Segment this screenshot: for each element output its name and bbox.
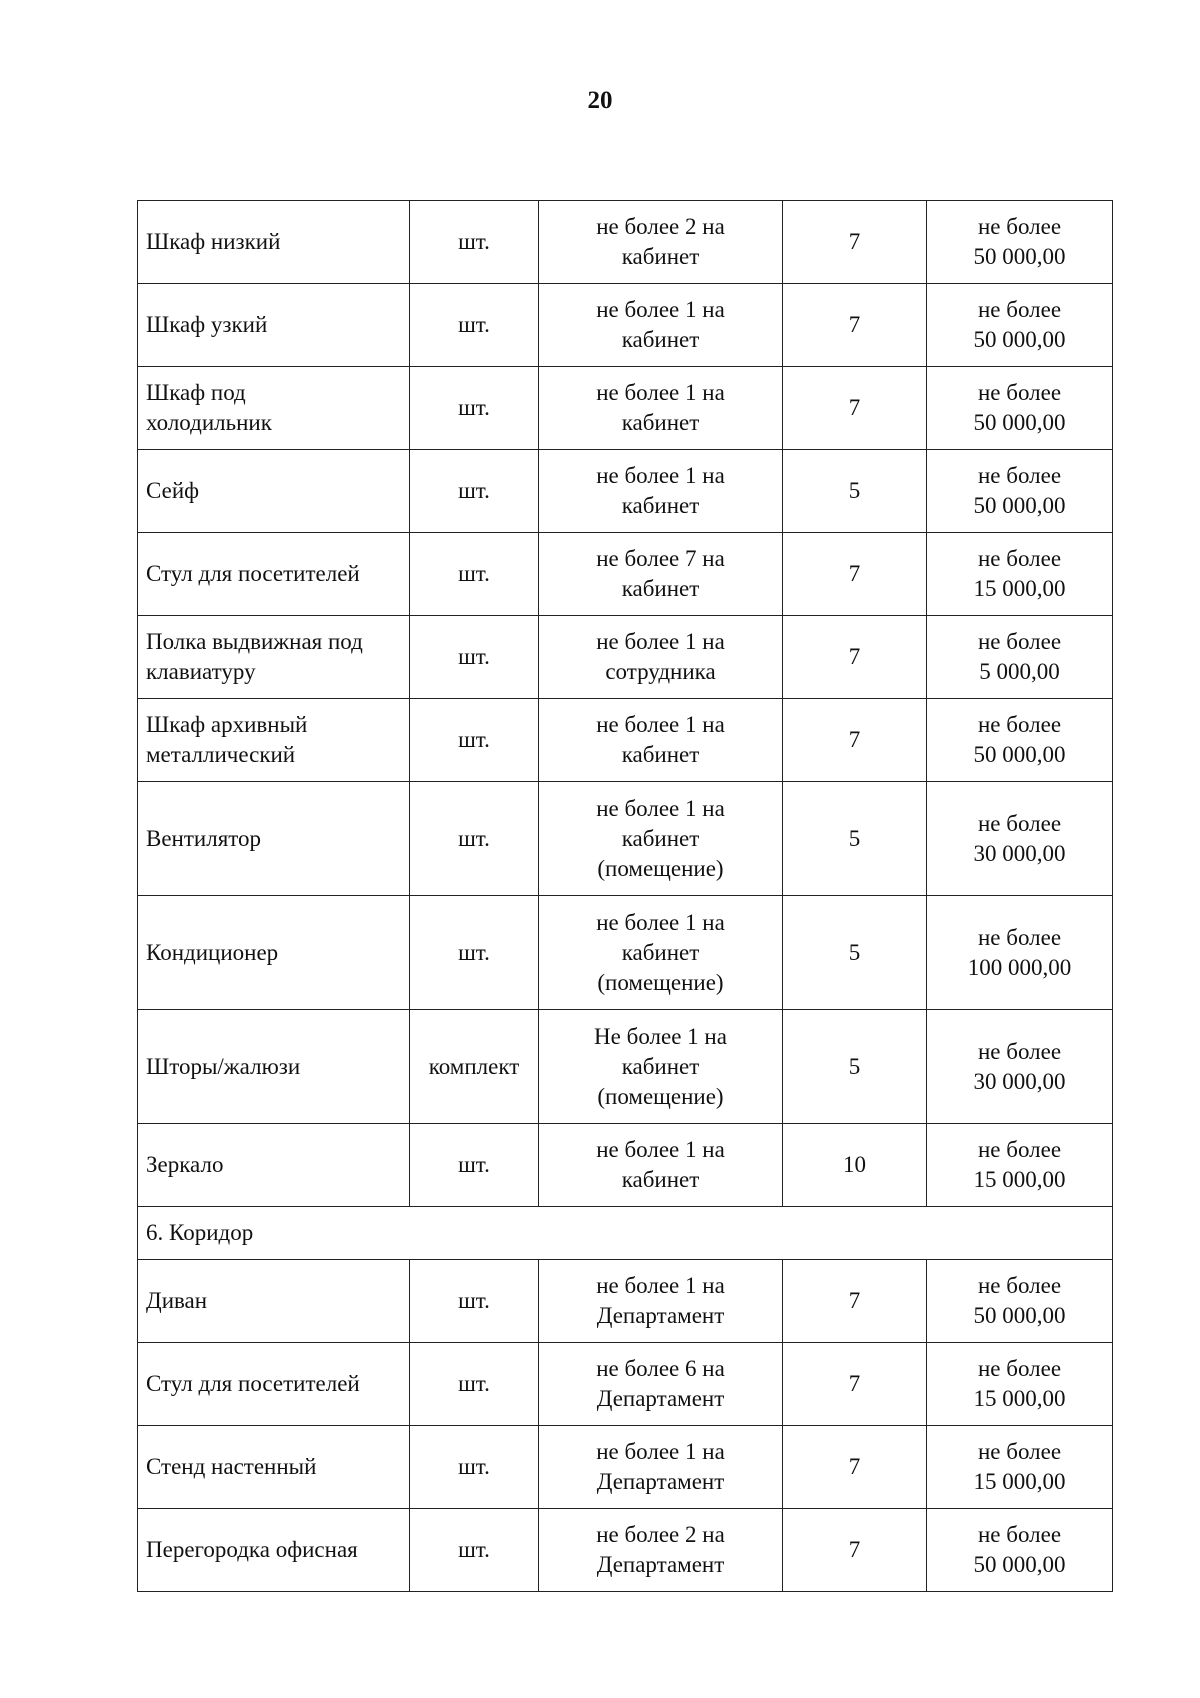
price-cell (927, 1426, 1113, 1509)
item-name-cell (138, 367, 410, 450)
quantity-cell-text: не более 2 на кабинет (596, 214, 725, 269)
item-name-cell-text: Диван (146, 1288, 208, 1313)
quantity-cell (539, 1509, 783, 1592)
service-years-cell-text: 7 (848, 312, 861, 337)
unit-cell (410, 367, 539, 450)
price-cell-text: не более 50 000,00 (973, 1273, 1066, 1328)
item-name-cell-text: Шкаф под холодильник (146, 380, 272, 435)
quantity-cell (539, 699, 783, 782)
quantity-cell-text: не более 1 на кабинет (596, 463, 725, 518)
unit-cell (410, 616, 539, 699)
unit-cell (410, 896, 539, 1010)
price-cell-text: не более 5 000,00 (977, 629, 1062, 684)
quantity-cell (539, 1260, 783, 1343)
item-name-cell (138, 284, 410, 367)
service-years-cell (783, 896, 927, 1010)
item-name-cell-text: Шторы/жалюзи (146, 1053, 301, 1079)
unit-cell (410, 533, 539, 616)
unit-cell-text: шт. (458, 395, 490, 420)
price-cell-text: не более 15 000,00 (973, 1137, 1066, 1192)
service-years-cell (783, 1426, 927, 1509)
price-cell-text: не более 50 000,00 (973, 214, 1066, 269)
quantity-cell-text: не более 7 на кабинет (596, 546, 725, 601)
quantity-cell-text: не более 1 на сотрудника (596, 629, 725, 684)
item-name-cell (138, 896, 410, 1010)
price-cell (927, 896, 1113, 1010)
service-years-cell-text: 7 (848, 727, 861, 752)
service-years-cell (783, 782, 927, 896)
unit-cell-text: шт. (458, 312, 490, 337)
table-row (138, 533, 1113, 616)
table-row (138, 1509, 1113, 1592)
unit-cell (410, 201, 539, 284)
quantity-cell (539, 1124, 783, 1207)
quantity-cell (539, 1343, 783, 1426)
item-name-cell-text: Шкаф архивный металлический (146, 712, 308, 767)
table-row (138, 1426, 1113, 1509)
quantity-cell-text: не более 1 на кабинет (596, 1137, 725, 1192)
unit-cell (410, 1260, 539, 1343)
unit-cell (410, 782, 539, 896)
table-row (138, 284, 1113, 367)
service-years-cell-text: 10 (843, 1152, 866, 1177)
quantity-cell (539, 367, 783, 450)
price-cell (927, 450, 1113, 533)
unit-cell (410, 450, 539, 533)
unit-cell-text: шт. (458, 1537, 490, 1562)
unit-cell-text: шт. (458, 727, 490, 752)
table-row (138, 1343, 1113, 1426)
service-years-cell-text: 7 (848, 1537, 861, 1562)
item-name-cell (138, 533, 410, 616)
quantity-cell (539, 450, 783, 533)
item-name-cell (138, 1124, 410, 1207)
quantity-cell-text: не более 1 на кабинет (помещение) (596, 909, 725, 995)
service-years-cell (783, 450, 927, 533)
unit-cell (410, 284, 539, 367)
service-years-cell-text: 7 (848, 395, 861, 420)
price-cell-text: не более 15 000,00 (973, 1356, 1066, 1411)
item-name-cell (138, 1343, 410, 1426)
item-name-cell (138, 616, 410, 699)
item-name-cell (138, 450, 410, 533)
service-years-cell-text: 7 (848, 561, 861, 586)
quantity-cell (539, 1426, 783, 1509)
service-years-cell-text: 5 (848, 478, 861, 503)
service-years-cell (783, 533, 927, 616)
quantity-cell-text: Не более 1 на кабинет (помещение) (594, 1023, 727, 1109)
price-cell (927, 616, 1113, 699)
service-years-cell (783, 616, 927, 699)
item-name-cell-text: Стенд настенный (146, 1454, 317, 1479)
price-cell (927, 699, 1113, 782)
quantity-cell-text: не более 1 на кабинет (596, 712, 725, 767)
service-years-cell-text: 7 (848, 229, 861, 254)
item-name-cell-text: Сейф (146, 478, 200, 503)
item-name-cell (138, 1426, 410, 1509)
quantity-cell-text: не более 1 на кабинет (помещение) (596, 795, 725, 881)
table-row (138, 699, 1113, 782)
service-years-cell-text: 7 (848, 1454, 861, 1479)
price-cell (927, 1010, 1113, 1124)
item-name-cell-text: Кондиционер (146, 939, 279, 965)
price-cell-text: не более 15 000,00 (973, 1439, 1066, 1494)
item-name-cell-text: Вентилятор (146, 825, 262, 851)
table-row (138, 782, 1113, 896)
price-cell (927, 1343, 1113, 1426)
unit-cell-text: шт. (458, 1371, 490, 1396)
table-body (138, 201, 1113, 1592)
service-years-cell (783, 201, 927, 284)
price-cell-text: не более 50 000,00 (973, 1522, 1066, 1577)
quantity-cell (539, 896, 783, 1010)
item-name-cell-text: Перегородка офисная (146, 1537, 358, 1562)
price-cell (927, 367, 1113, 450)
unit-cell (410, 1124, 539, 1207)
quantity-cell (539, 533, 783, 616)
unit-cell (410, 1343, 539, 1426)
section-row (138, 1207, 1113, 1260)
service-years-cell (783, 1343, 927, 1426)
table-row (138, 896, 1113, 1010)
unit-cell-text: шт. (458, 825, 490, 851)
table-row (138, 1124, 1113, 1207)
price-cell (927, 1509, 1113, 1592)
price-cell-text: не более 30 000,00 (973, 810, 1066, 866)
table-row (138, 616, 1113, 699)
quantity-cell-text: не более 1 на Департамент (596, 1273, 725, 1328)
quantity-cell (539, 201, 783, 284)
table-row (138, 450, 1113, 533)
price-cell-text: не более 100 000,00 (967, 924, 1072, 980)
unit-cell-text: шт. (458, 1152, 490, 1177)
item-name-cell-text: Стул для посетителей (146, 1371, 360, 1396)
item-name-cell (138, 1010, 410, 1124)
service-years-cell (783, 284, 927, 367)
price-cell-text: не более 50 000,00 (973, 463, 1066, 518)
item-name-cell (138, 1509, 410, 1592)
unit-cell-text: шт. (458, 644, 490, 669)
page-number: 20 (587, 87, 613, 114)
item-name-cell-text: Зеркало (146, 1152, 224, 1177)
unit-cell-text: шт. (458, 561, 490, 586)
service-years-cell-text: 7 (848, 1371, 861, 1396)
quantity-cell-text: не более 2 на Департамент (596, 1522, 725, 1577)
service-years-cell (783, 1124, 927, 1207)
item-name-cell-text: Стул для посетителей (146, 561, 360, 586)
price-cell (927, 201, 1113, 284)
unit-cell (410, 1010, 539, 1124)
quantity-cell-text: не более 1 на кабинет (596, 297, 725, 352)
quantity-cell-text: не более 6 на Департамент (596, 1356, 725, 1411)
service-years-cell-text: 7 (848, 1288, 861, 1313)
item-name-cell (138, 782, 410, 896)
section-heading: 6. Коридор (138, 1207, 1113, 1260)
service-years-cell (783, 367, 927, 450)
price-cell (927, 1260, 1113, 1343)
item-name-cell (138, 1260, 410, 1343)
unit-cell (410, 699, 539, 782)
price-cell (927, 284, 1113, 367)
service-years-cell (783, 699, 927, 782)
price-cell (927, 533, 1113, 616)
unit-cell-text: комплект (428, 1053, 520, 1079)
unit-cell-text: шт. (458, 1288, 490, 1313)
item-name-cell (138, 201, 410, 284)
service-years-cell (783, 1010, 927, 1124)
unit-cell (410, 1426, 539, 1509)
table-row (138, 201, 1113, 284)
unit-cell-text: шт. (458, 478, 490, 503)
service-years-cell-text: 5 (848, 1053, 861, 1079)
quantity-cell (539, 616, 783, 699)
service-years-cell (783, 1260, 927, 1343)
item-name-cell-text: Шкаф узкий (146, 312, 268, 337)
unit-cell-text: шт. (458, 229, 490, 254)
quantity-cell-text: не более 1 на кабинет (596, 380, 725, 435)
quantity-cell (539, 1010, 783, 1124)
item-name-cell-text: Шкаф низкий (146, 229, 281, 254)
unit-cell-text: шт. (458, 1454, 490, 1479)
table-row (138, 367, 1113, 450)
table-row (138, 1010, 1113, 1124)
price-cell-text: не более 15 000,00 (973, 546, 1066, 601)
quantity-cell (539, 782, 783, 896)
table-row (138, 1260, 1113, 1343)
price-cell-text: не более 50 000,00 (973, 380, 1066, 435)
quantity-cell (539, 284, 783, 367)
service-years-cell-text: 5 (848, 825, 861, 851)
price-cell-text: не более 50 000,00 (973, 712, 1066, 767)
quantity-cell-text: не более 1 на Департамент (596, 1439, 725, 1494)
unit-cell-text: шт. (458, 939, 490, 965)
price-cell (927, 782, 1113, 896)
furniture-norms-table (137, 200, 1113, 1592)
price-cell-text: не более 50 000,00 (973, 297, 1066, 352)
item-name-cell (138, 699, 410, 782)
service-years-cell-text: 7 (848, 644, 861, 669)
price-cell-text: не более 30 000,00 (973, 1038, 1066, 1094)
service-years-cell (783, 1509, 927, 1592)
unit-cell (410, 1509, 539, 1592)
price-cell (927, 1124, 1113, 1207)
service-years-cell-text: 5 (848, 939, 861, 965)
item-name-cell-text: Полка выдвижная под клавиатуру (146, 629, 363, 684)
